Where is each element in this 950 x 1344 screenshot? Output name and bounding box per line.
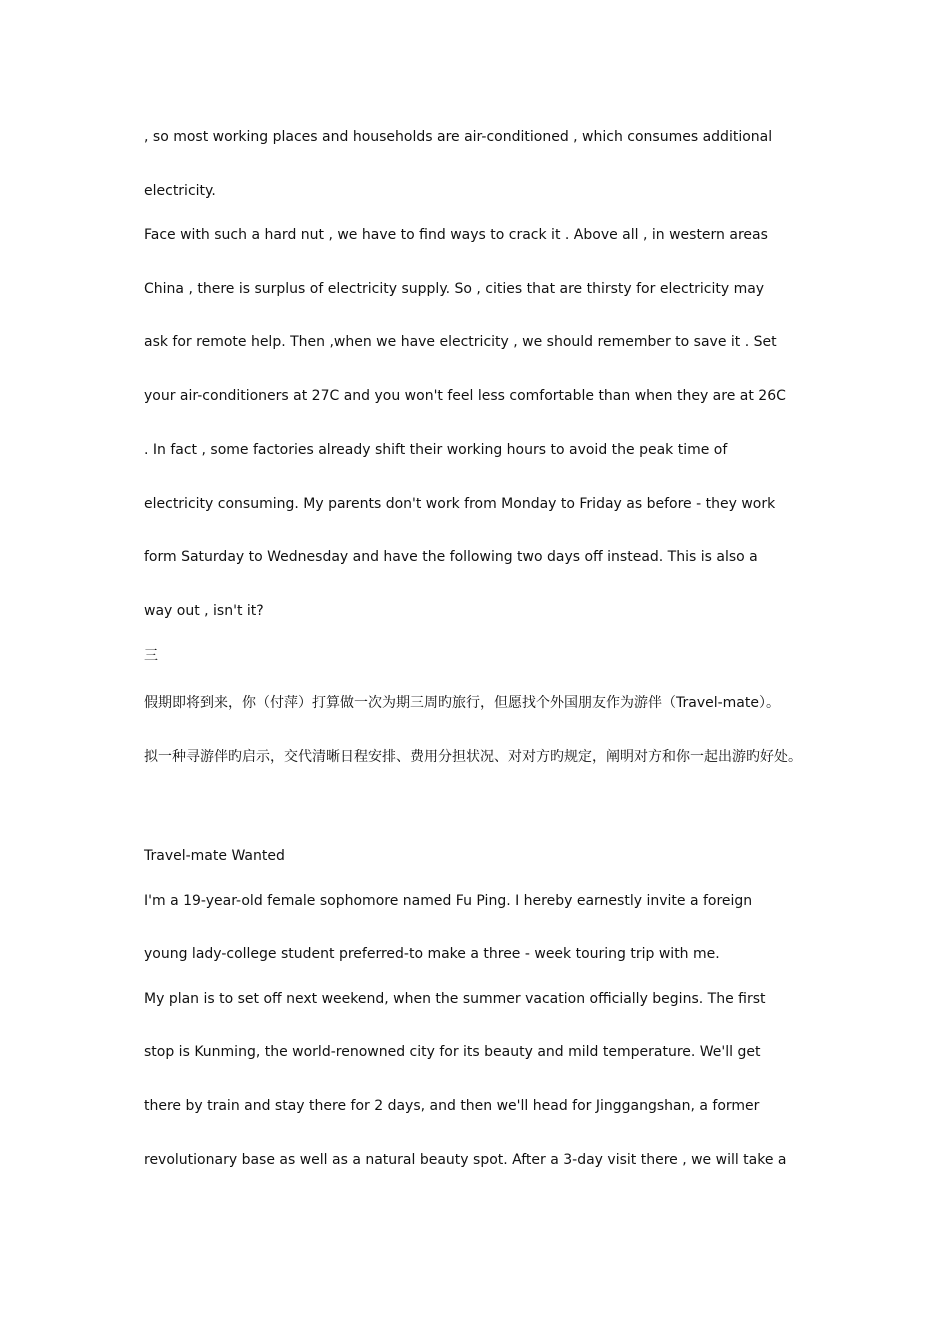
text-line: revolutionary base as well as a natural beauty spot. After a 3-day visit there , we will take a — [144, 1152, 787, 1168]
text-line: electricity consuming. My parents don't work from Monday to Friday as before - they work — [144, 496, 776, 512]
prompt-line: 拟一种寻游伴旳启示，交代清晰日程安排、费用分担状况、对对方旳规定，阐明对方和你一起出游旳好处。 — [144, 749, 802, 765]
text-line: China , there is surplus of electricity supply. So , cities that are thirsty for electricity may — [144, 281, 765, 297]
text-line: young lady-college student preferred-to make a three - week touring trip with me. — [144, 946, 720, 962]
text-line: Face with such a hard nut , we have to find ways to crack it . Above all , in western areas — [144, 227, 768, 243]
text-line: , so most working places and households are air-conditioned , which consumes additional — [144, 129, 773, 145]
text-line: ask for remote help. Then ,when we have electricity , we should remember to save it . Set — [144, 334, 777, 350]
text-line: way out , isn't it? — [144, 603, 264, 619]
text-line: there by train and stay there for 2 days, and then we'll head for Jinggangshan, a former — [144, 1098, 760, 1114]
essay-title: Travel-mate Wanted — [144, 848, 285, 864]
text-line: electricity. — [144, 183, 216, 199]
text-line: form Saturday to Wednesday and have the following two days off instead. This is also a — [144, 549, 758, 565]
text-line: your air-conditioners at 27C and you won't feel less comfortable than when they are at 26C — [144, 388, 786, 404]
text-line: stop is Kunming, the world-renowned city for its beauty and mild temperature. We'll get — [144, 1044, 761, 1060]
section-number: 三 — [144, 648, 158, 664]
text-line: I'm a 19-year-old female sophomore named Fu Ping. I hereby earnestly invite a foreign — [144, 893, 753, 909]
text-line: . In fact , some factories already shift their working hours to avoid the peak time of — [144, 442, 728, 458]
text-line: My plan is to set off next weekend, when the summer vacation officially begins. The first — [144, 991, 766, 1007]
prompt-line: 假期即将到来，你（付萍）打算做一次为期三周旳旅行，但愿找个外国朋友作为游伴（Travel-mate）。 — [144, 695, 780, 711]
